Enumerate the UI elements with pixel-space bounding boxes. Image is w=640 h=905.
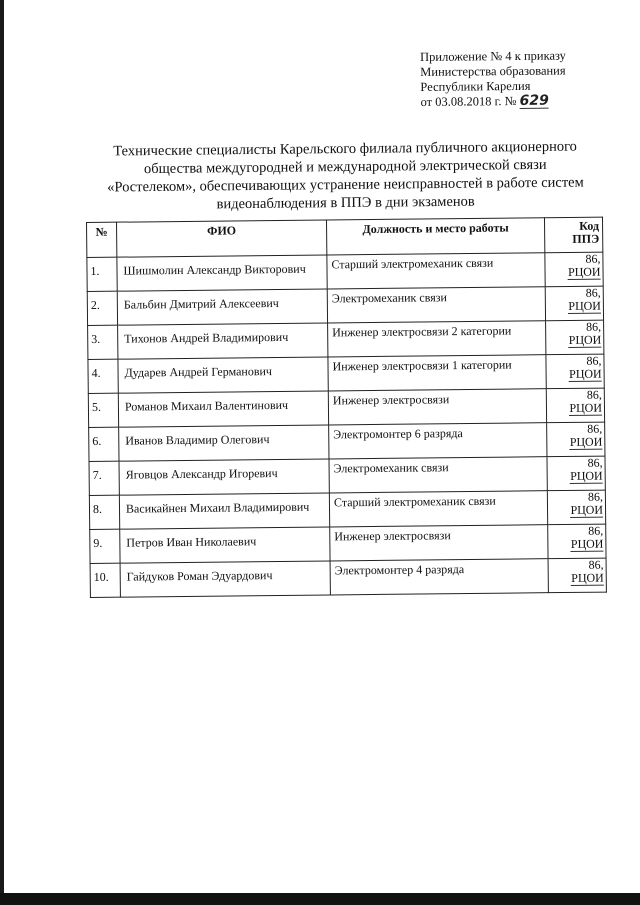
scan-edge-left bbox=[0, 0, 4, 905]
header-num: № bbox=[87, 222, 117, 257]
row-position: Электромонтер 6 разряда bbox=[329, 423, 547, 459]
row-code-line-1: 86, bbox=[587, 455, 603, 470]
table-row bbox=[88, 354, 604, 393]
row-fio: Васикайнен Михаил Владимирович bbox=[119, 493, 329, 529]
appendix-date: от 03.08.2018 г. № bbox=[420, 93, 517, 109]
table-row bbox=[88, 320, 604, 359]
row-fio: Гайдуков Роман Эдуардович bbox=[120, 561, 330, 597]
row-num: 1. bbox=[87, 257, 117, 291]
row-code-line-2: РЦОИ bbox=[569, 366, 602, 381]
row-num: 6. bbox=[89, 427, 119, 461]
row-code-line-2: РЦОИ bbox=[570, 502, 604, 517]
row-code bbox=[547, 490, 605, 525]
table-row bbox=[89, 490, 605, 529]
row-position: Электромеханик связи bbox=[329, 457, 547, 493]
row-fio: Яговцов Александр Игоревич bbox=[119, 459, 329, 495]
row-code-line-1: 86, bbox=[586, 353, 602, 368]
header-fio: ФИО bbox=[117, 220, 327, 257]
row-code-line-2: РЦОИ bbox=[570, 536, 604, 551]
row-code bbox=[545, 286, 603, 321]
row-fio: Тихонов Андрей Владимирович bbox=[118, 323, 328, 359]
row-code-line-2: РЦОИ bbox=[569, 434, 603, 449]
row-code-line-2: РЦОИ bbox=[568, 332, 602, 347]
table-row bbox=[90, 524, 606, 563]
title-line-3: «Ростелеком», обеспечивающих устранение неисправностей в работе систем bbox=[107, 174, 584, 196]
row-code-line-1: 86, bbox=[587, 489, 603, 504]
row-num: 3. bbox=[88, 325, 118, 359]
row-position: Старший электромеханик связи bbox=[327, 253, 545, 289]
document-title bbox=[80, 137, 611, 215]
row-code-line-2: РЦОИ bbox=[569, 400, 603, 415]
appendix-date-line bbox=[420, 93, 620, 110]
header-code-line-2: ППЭ bbox=[572, 231, 600, 246]
row-position: Инженер электросвязи bbox=[330, 525, 548, 561]
table-row bbox=[87, 252, 603, 291]
table-row bbox=[87, 286, 603, 325]
table-header-row bbox=[87, 217, 603, 257]
header-position: Должность и место работы bbox=[326, 218, 544, 255]
row-code bbox=[547, 456, 605, 491]
row-position: Электромеханик связи bbox=[327, 287, 545, 323]
title-line-4: видеонаблюдения в ППЭ в дни экзаменов bbox=[216, 193, 475, 213]
specialists-table-wrap bbox=[86, 217, 606, 598]
appendix-line-3: Республики Карелия bbox=[420, 78, 531, 94]
row-position: Инженер электросвязи bbox=[328, 389, 546, 425]
row-fio: Шишмолин Александр Викторович bbox=[117, 255, 327, 291]
row-code bbox=[548, 524, 606, 559]
row-code bbox=[546, 388, 604, 423]
specialists-table bbox=[86, 217, 607, 598]
table-row bbox=[89, 456, 605, 495]
header-code bbox=[544, 217, 602, 253]
header-code-line-1: Код bbox=[579, 218, 600, 233]
row-fio: Дударев Андрей Германович bbox=[118, 357, 328, 393]
table-row bbox=[88, 388, 604, 427]
row-code bbox=[546, 354, 604, 389]
row-code-line-1: 86, bbox=[588, 557, 604, 572]
row-num: 10. bbox=[90, 563, 120, 597]
scan-edge-bottom bbox=[0, 893, 640, 905]
row-num: 9. bbox=[90, 529, 120, 563]
row-code bbox=[545, 252, 603, 287]
row-code-line-1: 86, bbox=[588, 523, 604, 538]
title-line-2: общества междугородней и международной электрической связи bbox=[143, 156, 547, 178]
row-code-line-1: 86, bbox=[585, 251, 601, 266]
row-num: 2. bbox=[87, 291, 117, 325]
row-position: Старший электромеханик связи bbox=[329, 491, 547, 527]
row-code-line-2: РЦОИ bbox=[568, 298, 601, 313]
row-fio: Петров Иван Николаевич bbox=[120, 527, 330, 563]
row-code bbox=[548, 558, 606, 593]
row-fio: Романов Михаил Валентинович bbox=[118, 391, 328, 427]
row-position: Инженер электросвязи 1 категории bbox=[328, 355, 546, 391]
row-code bbox=[546, 320, 604, 355]
row-fio: Бальбин Дмитрий Алексеевич bbox=[117, 289, 327, 325]
table-row bbox=[90, 558, 606, 597]
appendix-line-2: Министерства образования bbox=[420, 63, 566, 79]
row-code bbox=[547, 422, 605, 457]
table-row bbox=[89, 422, 605, 461]
title-line-1: Технические специалисты Карельского филиала публичного акционерного bbox=[113, 138, 577, 160]
row-num: 7. bbox=[89, 461, 119, 495]
row-code-line-2: РЦОИ bbox=[567, 264, 601, 279]
row-code-line-1: 86, bbox=[587, 421, 603, 436]
row-code-line-1: 86, bbox=[586, 319, 602, 334]
row-position: Электромонтер 4 разряда bbox=[330, 559, 548, 595]
row-num: 8. bbox=[89, 495, 119, 529]
row-code-line-1: 86, bbox=[586, 387, 602, 402]
row-code-line-2: РЦОИ bbox=[570, 468, 603, 483]
row-code-line-1: 86, bbox=[585, 285, 601, 300]
row-fio: Иванов Владимир Олегович bbox=[119, 425, 329, 461]
row-num: 5. bbox=[88, 393, 118, 427]
handwritten-order-number: 629 bbox=[519, 92, 549, 109]
row-position: Инженер электросвязи 2 категории bbox=[328, 321, 546, 357]
appendix-line-1: Приложение № 4 к приказу bbox=[420, 48, 566, 64]
appendix-header bbox=[420, 48, 621, 110]
row-num: 4. bbox=[88, 359, 118, 393]
row-code-line-2: РЦОИ bbox=[571, 570, 604, 585]
